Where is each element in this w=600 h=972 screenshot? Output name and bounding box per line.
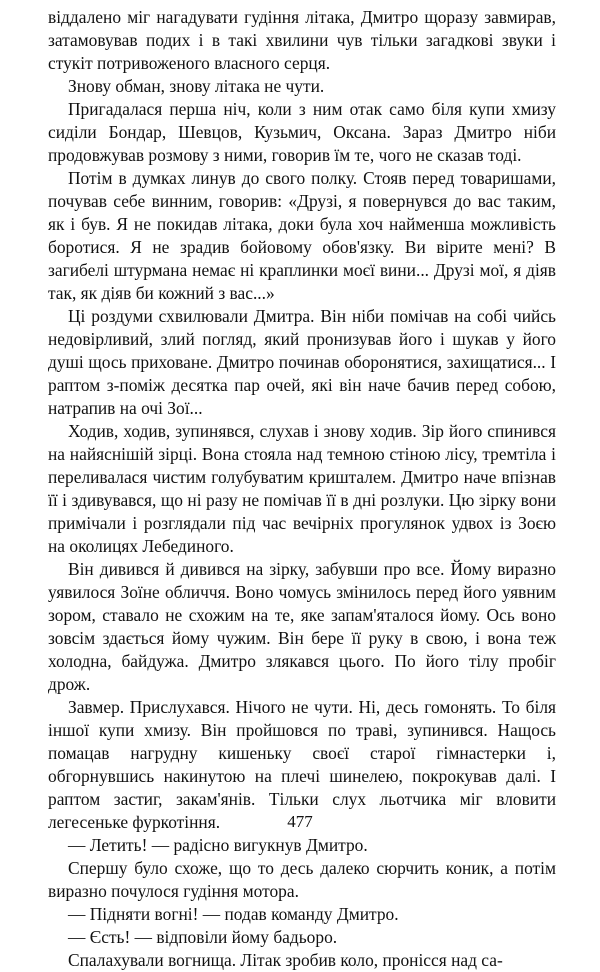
- paragraph-11: — Підняти вогні! — подав команду Дмитро.: [68, 904, 399, 924]
- paragraph-10: Спершу було схоже, що то десь далеко сюрчить коник, а потім виразно почулося гудіння мотора.: [48, 858, 556, 901]
- paragraph-8: Завмер. Прислухався. Нічого не чути. Ні, десь гомонять. То біля іншої купи хмизу. Він пройшовся по траві, зупинився. Нащось помацав нагрудну кишеньку своєї старої гімнастерки і, обгорнувшись накинутою на плечі шинелею, покрокував далі. І раптом застиг, закам'янів. Тільки слух льотчика міг вловити легесеньке фуркотіння.: [48, 697, 556, 832]
- paragraph-7: Він дивився й дивився на зірку, забувши про все. Йому виразно уявилося Зоїне обличчя. Воно чомусь змінилось перед його уявним зором, ставало не схожим на те, яке запам'яталося йому. Ось воно зовсім здається йому чужим. Він бере її руку в свою, і вона теж холодна, байдужа. Дмитро злякався цього. По його тілу пробіг дрож.: [48, 559, 556, 694]
- page-number: 477: [287, 812, 313, 831]
- paragraph-12: — Єсть! — відповіли йому бадьоро.: [68, 927, 338, 947]
- paragraph-13: Спалахували вогнища. Літак зробив коло, пронісся над са-: [68, 950, 503, 970]
- paragraph-1: віддалено міг нагадувати гудіння літака, Дмитро щоразу завмирав, затамовував подих і в такі хвилини чув тільки загадкові звуки і стукіт потривоженого власного серця.: [48, 7, 556, 73]
- paragraph-5: Ці роздуми схвилювали Дмитра. Він ніби помічав на собі чийсь недовірливий, злий погляд, який пронизував його і шукав у його душі щось приховане. Дмитро починав оборонятися, захищатися... І раптом з-поміж десятка пар очей, які він наче бачив перед собою, натрапив на очі Зої...: [48, 306, 556, 418]
- paragraph-4: Потім в думках линув до свого полку. Стояв перед товаришами, почував себе винним, говорив: «Друзі, я повернувся до вас таким, як і був. Я не покидав літака, доки була хоч найменша можливість боротися. Я не зрадив бойовому обов'язку. Ви вірите мені? В загибелі штурмана немає ні краплинки моєї вини... Друзі мої, я діяв так, як діяв би кожний з вас...»: [48, 168, 556, 303]
- paragraph-9: — Летить! — радісно вигукнув Дмитро.: [68, 835, 368, 855]
- paragraph-2: Знову обман, знову літака не чути.: [68, 76, 325, 96]
- paragraph-6: Ходив, ходив, зупинявся, слухав і знову ходив. Зір його спинився на найяснішій зірці. Вона стояла над темною стіною лісу, тремтіла і переливалася чистим голубуватим кришталем. Дмитро наче впізнав її і здивувався, що ні разу не помічав її в дні розлуки. Цю зірку вони примічали і розглядали під час вечірніх прогулянок удвох із Зоєю на околицях Лебединого.: [48, 421, 556, 556]
- paragraph-3: Пригадалася перша ніч, коли з ним отак само біля купи хмизу сиділи Бондар, Шевцов, Кузьмич, Оксана. Зараз Дмитро ніби продовжував розмову з ними, говорив їм те, чого не сказав тоді.: [48, 99, 556, 165]
